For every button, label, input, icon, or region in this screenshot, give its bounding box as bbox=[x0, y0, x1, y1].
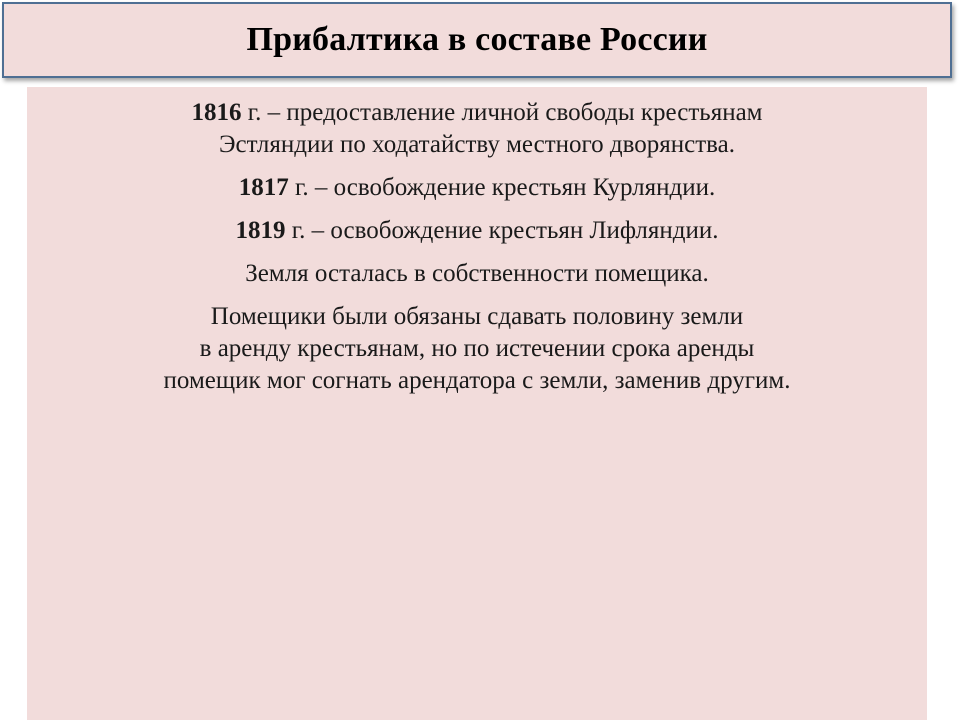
paragraph-line: Помещики были обязаны сдавать половину земли bbox=[210, 303, 744, 330]
paragraph-line bbox=[27, 215, 927, 247]
title-box bbox=[2, 2, 952, 78]
paragraph-line: Эстляндии по ходатайству местного дворянства. bbox=[219, 131, 735, 158]
paragraph-1819 bbox=[27, 215, 927, 247]
paragraph-landlords bbox=[27, 301, 927, 397]
paragraph-line: в аренду крестьянам, но по истечении срока аренды bbox=[199, 335, 755, 362]
paragraph-text: г. – освобождение крестьян Лифляндии. bbox=[285, 217, 719, 244]
paragraph-line: Земля осталась в собственности помещика. bbox=[245, 260, 709, 287]
paragraph-line bbox=[27, 172, 927, 204]
year-label: 1819 bbox=[235, 217, 286, 244]
content-box bbox=[27, 87, 927, 720]
paragraph-1817 bbox=[27, 172, 927, 204]
paragraph-line bbox=[27, 97, 927, 129]
paragraph-text: г. – освобождение крестьян Курляндии. bbox=[288, 174, 716, 201]
slide-title: Прибалтика в составе России bbox=[246, 21, 708, 58]
paragraph-line: помещик мог согнать арендатора с земли, заменив другим. bbox=[163, 367, 791, 394]
paragraph-land bbox=[27, 258, 927, 290]
paragraph-text: г. – предоставление личной свободы крестьянам bbox=[241, 99, 763, 126]
paragraph-1816 bbox=[27, 97, 927, 161]
year-label: 1817 bbox=[238, 174, 289, 201]
year-label: 1816 bbox=[191, 99, 242, 126]
